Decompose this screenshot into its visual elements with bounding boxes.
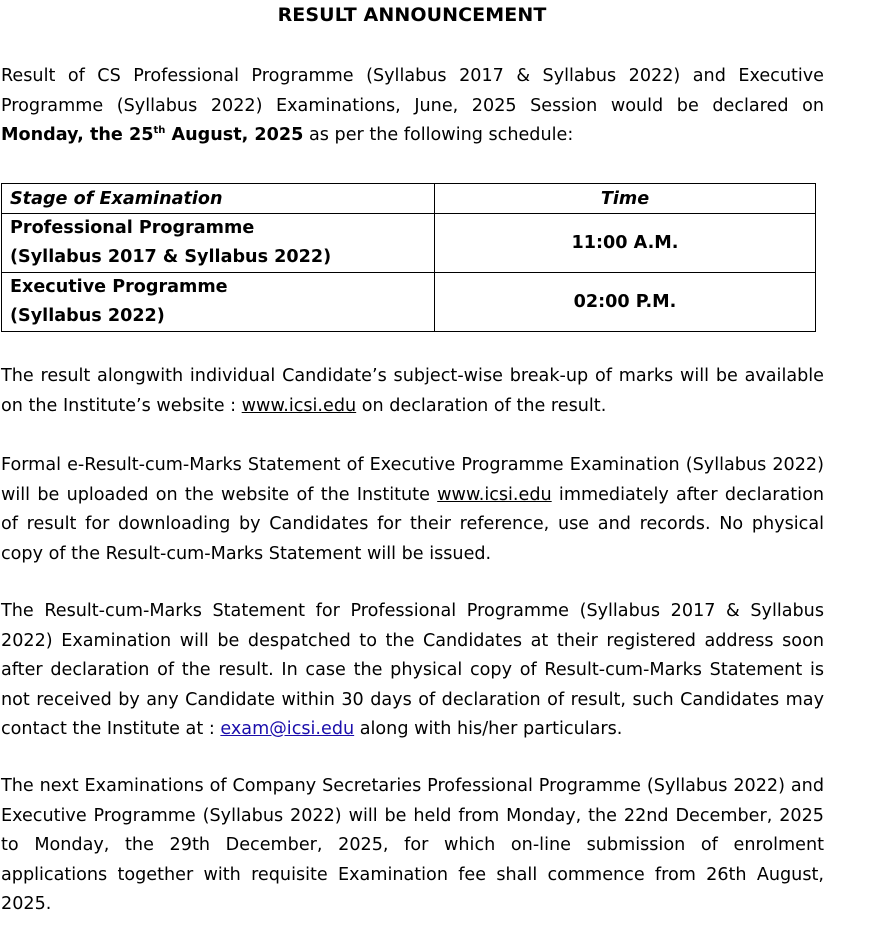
schedule-row-executive	[2, 273, 816, 332]
stage-cell: Professional Programme (Syllabus 2017 & Syllabus 2022)	[2, 214, 435, 273]
despatch-paragraph: The Result-cum-Marks Statement for Professional Programme (Syllabus 2017 & Syllabus 2022) Examination will be despatched to the Candidates at their registered address soon after declaration of the result. In case the physical copy of Result-cum-Marks Statement is not received by any Candidate within 30 days of declaration of result, such Candidates may contact the Institute at : exam@icsi.edu along with his/her particulars.	[1, 601, 824, 739]
result-availability-paragraph: The result alongwith individual Candidate’s subject-wise break-up of marks will be available on the Institute’s website : www.icsi.edu on declaration of the result.	[1, 366, 824, 416]
schedule-table	[1, 183, 816, 332]
stage-column-header: Stage of Examination	[2, 184, 435, 214]
e-result-paragraph: Formal e-Result-cum-Marks Statement of Executive Programme Examination (Syllabus 2022) will be uploaded on the website of the Institute www.icsi.edu immediately after declaration of result for downloading by Candidates for their reference, use and records. No physical copy of the Result-cum-Marks Statement will be issued.	[1, 455, 824, 564]
next-exams-paragraph: The next Examinations of Company Secretaries Professional Programme (Syllabus 2022) and Executive Programme (Syllabus 2022) will be held from Monday, the 22nd December, 2025 to Monday, the 29th December, 2025, for which on-line submission of enrolment applications together with requisite Examination fee shall commence from 26th August, 2025.	[1, 776, 824, 914]
intro-paragraph	[1, 62, 824, 151]
intro-tail: as per the following schedule:	[303, 125, 574, 145]
page-title: RESULT ANNOUNCEMENT	[277, 4, 547, 26]
schedule-header-row	[2, 184, 816, 214]
intro-text: Result of CS Professional Programme (Syllabus 2017 & Syllabus 2022) and Executive Programme (Syllabus 2022) Examinations, June, 2025 Session would be declared on	[1, 66, 824, 116]
stage-cell: Executive Programme (Syllabus 2022)	[2, 273, 435, 332]
website-link[interactable]: www.icsi.edu	[241, 395, 357, 416]
declaration-date: Monday, the 25th August, 2025	[1, 125, 304, 145]
time-cell: 11:00 A.M.	[435, 214, 816, 273]
schedule-row-professional	[2, 214, 816, 273]
email-link[interactable]: exam@icsi.edu	[220, 719, 355, 739]
website-link[interactable]: www.icsi.edu	[437, 484, 552, 505]
time-column-header: Time	[435, 184, 816, 214]
time-cell: 02:00 P.M.	[435, 273, 816, 332]
